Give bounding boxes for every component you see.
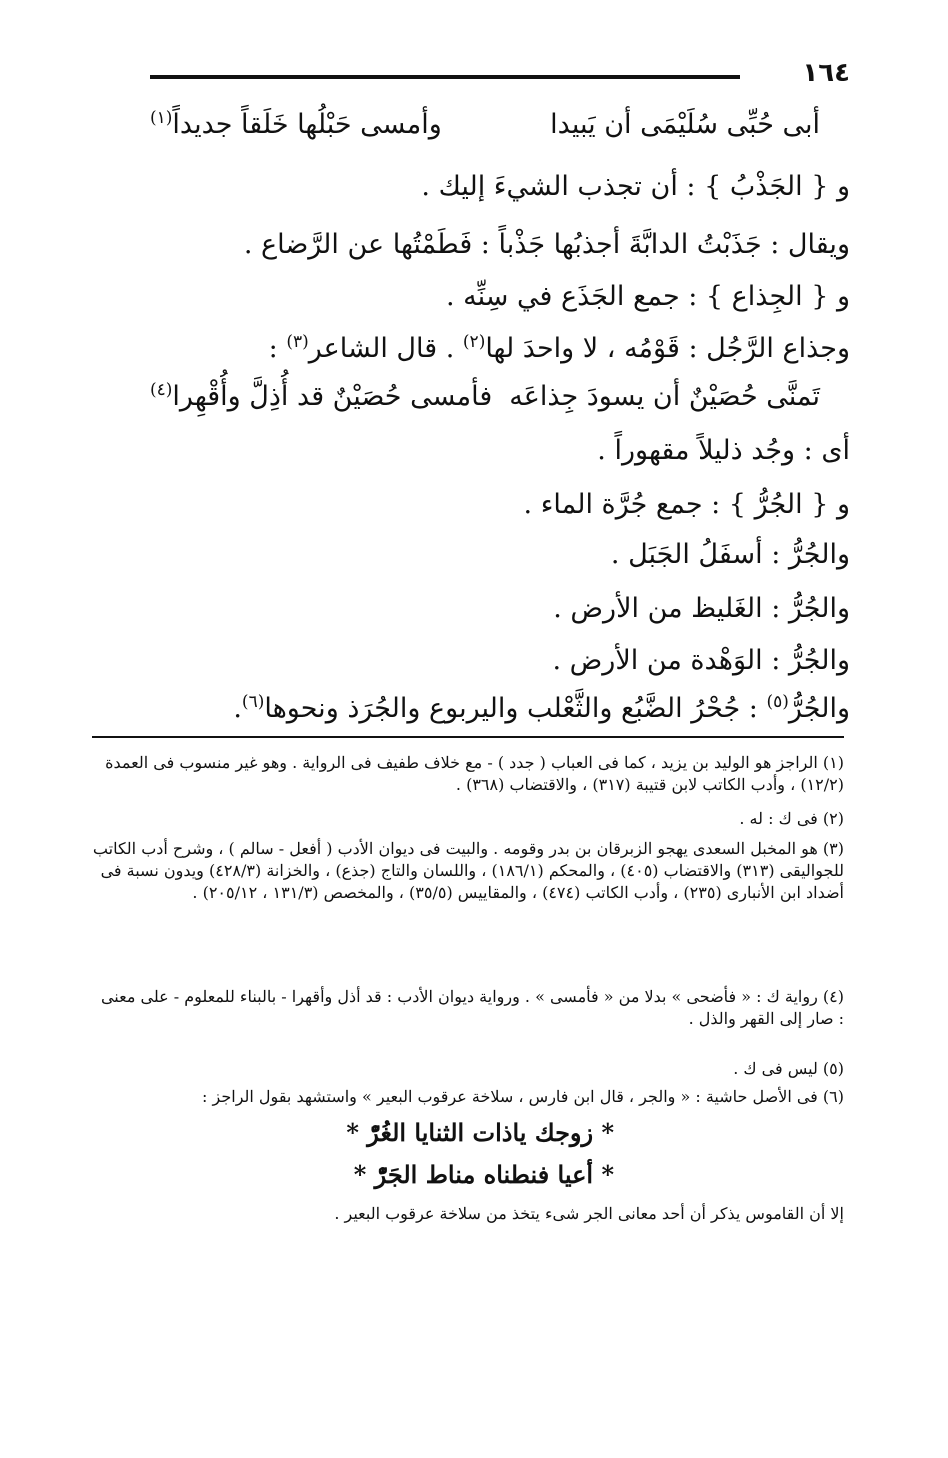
verse-1-second-hemistich: وأمسى حَبْلُها خَلَقاً جديداً$^{(١)}$ <box>150 108 442 140</box>
footnote-ref: (٥) <box>766 692 789 712</box>
entry-asfal: والجُرُّ : أسفَلُ الجَبَل . <box>610 539 850 570</box>
entry-wahda: والجُرُّ : الوَهْدة من الأرض . <box>552 645 850 676</box>
entry-ghaleez: والجُرُّ : الغَليظ من الأرض . <box>553 593 850 624</box>
poem-line-2: * أعيا فنطناه مناط الجَرّْ * <box>353 1160 614 1189</box>
footnote-ref: (٢) <box>462 332 486 352</box>
verse-1-first-hemistich: أبى حُبِّى سُلَيْمَى أن يَبيدا <box>550 109 820 140</box>
footnote-ref: (٤) <box>150 380 173 400</box>
entry-jidhaa: و { الجِذاع } : جمع الجَذَع في سِنِّه . <box>445 281 850 312</box>
footnote-2: (٢) فى ك : له . <box>739 809 844 828</box>
footnote-separator <box>92 736 844 738</box>
verse-2-first-hemistich: تَمنَّى حُصَيْنٌ أن يسودَ جِذاعَه <box>509 381 820 412</box>
poem-line-1: * زوجك ياذات الثنايا الغُرّْ * <box>346 1118 614 1147</box>
footnote-6-closing: إلا أن القاموس يذكر أن أحد معانى الجر شىء يتخذ من سلاخة عرقوب البعير . <box>334 1204 844 1223</box>
footnote-5: (٥) ليس فى ك . <box>733 1059 844 1078</box>
footnote-1: (١) الراجز هو الوليد بن يزيد ، كما فى العباب ( جدد ) - مع خلاف طفيف فى الرواية . وهو غير منسوب فى العمدة (١٢/٢) ، وأدب الكاتب لابن قتيبة (٣١٧) ، والاقتضاب (٣٦٨) . <box>105 753 844 794</box>
entry-jadhb: و { الجَذْبُ } : أن تجذب الشيءَ إليك . <box>421 171 850 202</box>
entry-juhr: والجُرُّ$^{(٥)}$ : جُحْرُ الضَّبُع والثَّعْلب واليربوع والجُرَذ ونحوها$^{(٦)}$. <box>233 692 850 724</box>
footnote-ref: (٣) <box>286 332 309 352</box>
footnote-4: (٤) رواية ك : « فأضحى » بدلا من « فأمسى » . ورواية ديوان الأدب : قد أذل وأقهرا - بالبناء للمعلوم - على معنى : صار إلى القهر والذل . <box>100 987 844 1028</box>
page-number: ١٦٤ <box>802 58 850 88</box>
entry-jidhaa-rajul: وجذاع الرَّجُل : قَوْمُه ، لا واحدَ لها$^{(٢)}$ . قال الشاعر$^{(٣)}$ : <box>268 332 850 364</box>
header-rule <box>150 75 740 79</box>
entry-ay: أى : وجُد ذليلاً مقهوراً . <box>597 435 850 466</box>
footnote-6: (٦) فى الأصل حاشية : « والجر ، قال ابن فارس ، سلاخة عرقوب البعير » واستشهد بقول الراجز : <box>202 1087 844 1106</box>
footnote-3: (٣) هو المخبل السعدى يهجو الزبرقان بن بدر وقومه . والبيت فى ديوان الأدب ( أفعل - سالم ) ، وشرح أدب الكاتب للجواليقى (٣١٣) والاقتضاب (٤٠٥) ، والمحكم (١٨٦/١) ، واللسان والتاج (جذع) ، والخزانة (٤٢٨/٣) ويدون نسبة فى أضداد ابن الأنبارى (٢٣٥) ، وأدب الكاتب (٤٧٤) ، والمقاييس (٣٥/٥) ، والمخصص (١٣١/٣ ، ٢٠٥/١٢) . <box>92 839 844 902</box>
entry-yuqal: ويقال : جَذَبْتُ الدابَّةَ أجذبُها جَذْباً : فَطَمْتُها عن الرَّضاع . <box>243 229 850 260</box>
page-header <box>150 58 850 98</box>
verse-2-second-hemistich: فأمسى حُصَيْنٌ قد أُذِلَّ وأُقْهِرا$^{(٤)}$ <box>150 380 493 412</box>
footnote-ref: (٦) <box>241 692 265 712</box>
footnote-ref: (١) <box>150 108 173 128</box>
entry-jurr: و { الجُرُّ } : جمع جُرَّة الماء . <box>523 489 850 520</box>
